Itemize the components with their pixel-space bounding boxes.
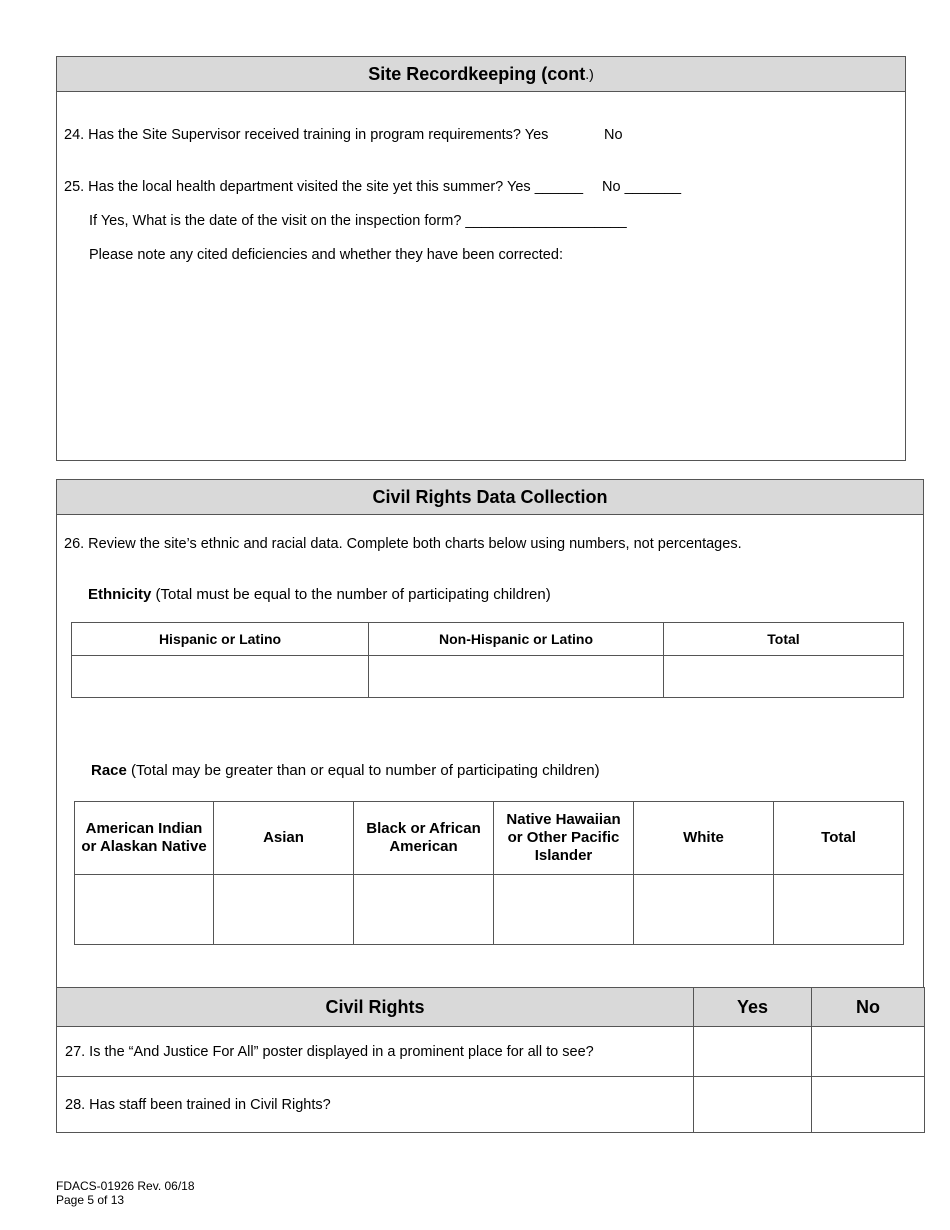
civil-rights-header: Civil Rights (57, 988, 694, 1027)
question-28-yes-cell[interactable] (694, 1077, 812, 1133)
ethnicity-total-input[interactable] (664, 656, 904, 698)
race-caption (91, 762, 600, 779)
recordkeeping-title-suffix: .) (585, 66, 594, 82)
race-note: (Total may be greater than or equal to number of participating children) (126, 762, 600, 779)
race-header-black: Black or African American (354, 802, 494, 875)
civil-rights-table (56, 987, 925, 1133)
page-number: Page 5 of 13 (56, 1193, 125, 1207)
ethnicity-note: (Total must be equal to the number of participating children) (151, 586, 551, 603)
race-label: Race (91, 762, 127, 779)
race-header-american-indian: American Indian or Alaskan Native (75, 802, 214, 875)
race-header-white: White (634, 802, 774, 875)
question-25-date: If Yes, What is the date of the visit on the inspection form? ____________________ (89, 213, 627, 229)
recordkeeping-title: Site Recordkeeping (cont (368, 63, 586, 84)
race-total-input[interactable] (774, 875, 904, 945)
question-28-no-cell[interactable] (812, 1077, 925, 1133)
question-27: 27. Is the “And Justice For All” poster displayed in a prominent place for all to see? (57, 1027, 694, 1077)
race-white-input[interactable] (634, 875, 774, 945)
civil-rights-data-title: Civil Rights Data Collection (372, 486, 608, 507)
question-25-note: Please note any cited deficiencies and whether they have been corrected: (89, 247, 563, 263)
ethnicity-caption (88, 586, 551, 603)
ethnicity-non-hispanic-input[interactable] (369, 656, 664, 698)
race-header-asian: Asian (214, 802, 354, 875)
ethnicity-header-total: Total (664, 623, 904, 656)
ethnicity-header-non-hispanic: Non-Hispanic or Latino (369, 623, 664, 656)
recordkeeping-header (57, 57, 905, 92)
question-27-no-cell[interactable] (812, 1027, 925, 1077)
race-header-native-hawaiian: Native Hawaiian or Other Pacific Islander (494, 802, 634, 875)
ethnicity-label: Ethnicity (88, 586, 152, 603)
race-native-hawaiian-input[interactable] (494, 875, 634, 945)
race-table (74, 801, 904, 945)
footer (56, 1179, 195, 1207)
question-25-no: No _______ (602, 179, 682, 195)
question-26: 26. Review the site’s ethnic and racial data. Complete both charts below using numbers, not percentages. (64, 536, 742, 552)
question-25: 25. Has the local health department visited the site yet this summer? Yes ______ (64, 179, 584, 195)
race-american-indian-input[interactable] (75, 875, 214, 945)
question-24-no: No (604, 127, 623, 143)
race-header-total: Total (774, 802, 904, 875)
race-black-input[interactable] (354, 875, 494, 945)
question-24: 24. Has the Site Supervisor received training in program requirements? Yes (64, 127, 549, 143)
question-27-yes-cell[interactable] (694, 1027, 812, 1077)
race-asian-input[interactable] (214, 875, 354, 945)
civil-rights-yes-header: Yes (694, 988, 812, 1027)
ethnicity-table (71, 622, 904, 698)
form-id: FDACS-01926 Rev. 06/18 (56, 1179, 195, 1193)
civil-rights-no-header: No (812, 988, 925, 1027)
ethnicity-hispanic-input[interactable] (72, 656, 369, 698)
question-28: 28. Has staff been trained in Civil Rights? (57, 1077, 694, 1133)
ethnicity-header-hispanic: Hispanic or Latino (72, 623, 369, 656)
civil-rights-data-header (57, 480, 923, 515)
